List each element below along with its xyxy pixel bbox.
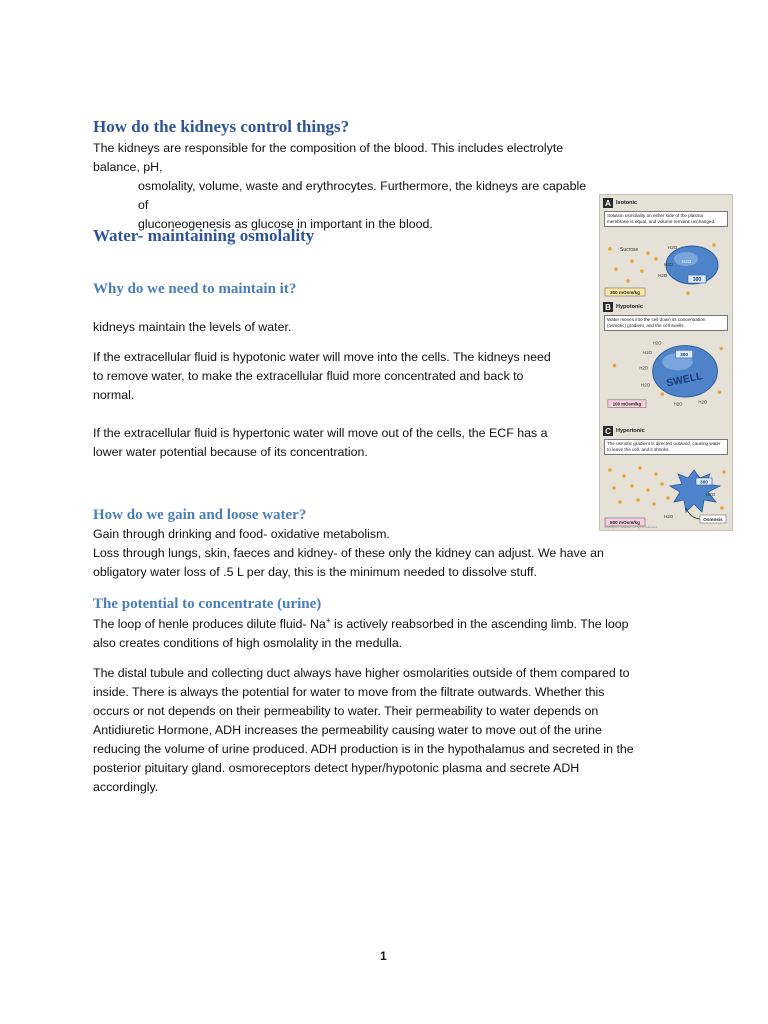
why-para-3-line-1: If the extracellular fluid is hypertonic water will move out of the cells, the ECF has a xyxy=(93,426,548,440)
kidneys-line-2: osmolality, volume, waste and erythrocytes. Furthermore, the kidneys are capable of xyxy=(138,179,587,212)
solute-dot xyxy=(646,251,650,255)
potential-para-1 xyxy=(93,615,683,653)
panel-a-badge: A xyxy=(603,198,613,208)
h2o-label: H2O xyxy=(682,259,692,264)
h2o-label: H2O xyxy=(641,382,651,388)
potential-para-2 xyxy=(93,664,683,797)
heading-water-osmolality: Water- maintaining osmolality xyxy=(93,226,315,245)
gain-line-2: Loss through lungs, skin, faeces and kidney- of these only the kidney can adjust. We have an xyxy=(93,546,604,560)
solute-dot xyxy=(686,291,690,295)
h2o-label: H2O xyxy=(639,365,649,371)
gain-line-3: obligatory water loss of .5 L per day, this is the minimum needed to dissolve stuff. xyxy=(93,565,537,579)
why-para-3 xyxy=(93,424,588,462)
panel-a-title: Isotonic xyxy=(616,200,638,206)
cell-value-label: 300 xyxy=(692,277,702,283)
panel-a-caption: Solution osmolality on either side of the plasma membrane is equal, and volume remains unchanged. xyxy=(604,211,728,227)
sucrose-label: Sucrose xyxy=(620,247,639,253)
h2o-label: H2O xyxy=(706,492,716,497)
panel-b-title: Hypotonic xyxy=(616,304,643,310)
solute-dot xyxy=(640,269,644,273)
h2o-label: H2O xyxy=(643,350,652,356)
heading-gain-loose-water: How do we gain and loose water? xyxy=(93,507,307,523)
solute-dot xyxy=(720,347,723,350)
solute-dot xyxy=(718,391,721,394)
solute-dot xyxy=(618,500,622,504)
solute-dot xyxy=(720,506,724,510)
why-para-2-line-1: If the extracellular fluid is hypotonic water will move into the cells. The kidneys need xyxy=(93,350,551,364)
osmosis-figure xyxy=(599,194,733,531)
solute-dot xyxy=(608,247,612,251)
solute-dot xyxy=(626,279,630,283)
sodium-superscript: + xyxy=(325,615,331,625)
gain-paragraph xyxy=(93,525,673,582)
solute-dot xyxy=(636,498,640,502)
why-para-2-line-3: normal. xyxy=(93,388,135,402)
solute-dot xyxy=(666,496,670,500)
kidneys-line-1: The kidneys are responsible for the composition of the blood. This includes electrolyte balance, pH, xyxy=(93,141,564,174)
why-para-2 xyxy=(93,348,588,405)
cell-value-label: 300 xyxy=(680,353,689,359)
osmosis-label: Osmosis xyxy=(703,517,723,522)
solute-dot xyxy=(630,259,634,263)
solute-dot xyxy=(660,482,664,486)
figure-credit: Copyright © Elsevier. All rights reserved. xyxy=(604,525,658,529)
panel-b-scene xyxy=(602,337,730,417)
why-para-3-line-2: lower water potential because of its concentration. xyxy=(93,445,368,459)
solute-dot xyxy=(722,470,726,474)
potential-para-2-line: occurs or not depends on their permeability to water. Their permeability to water depends on xyxy=(93,704,599,718)
shrunken-cell xyxy=(670,470,720,512)
panel-b-badge: B xyxy=(603,302,613,312)
panel-b-header xyxy=(603,302,643,312)
panel-b-caption: Water moves into the cell down its concentration (osmotic) gradient, and the cell swells. xyxy=(604,315,728,331)
swell-label: SWELL xyxy=(665,371,704,390)
solute-dot xyxy=(630,484,634,488)
kidneys-line-3: gluconeogenesis as glucose in important in the blood. xyxy=(138,217,433,231)
solute-dot xyxy=(614,267,618,271)
why-para-2-line-2: to remove water, to make the extracellular fluid more concentrated and back to xyxy=(93,369,524,383)
solute-dot xyxy=(654,257,658,261)
h2o-label: H2O xyxy=(658,273,668,278)
panel-c-title: Hypertonic xyxy=(616,428,645,434)
page-number: 1 xyxy=(380,949,387,963)
panel-a-scene xyxy=(602,233,730,313)
potential-para-1-line-2: also creates conditions of high osmolality in the medulla. xyxy=(93,636,403,650)
solute-dot xyxy=(712,243,716,247)
h2o-label: H2O xyxy=(668,245,678,250)
potential-para-2-line: inside. There is always the potential for water to move from the filtrate outwards. Whether this xyxy=(93,685,605,699)
h2o-label: H2O xyxy=(698,399,708,405)
solute-dot xyxy=(608,468,612,472)
potential-para-2-line: accordingly. xyxy=(93,780,159,794)
osm-label: 300 mOsm/kg xyxy=(610,290,640,295)
osm-label: 100 mOsm/kg xyxy=(612,401,642,407)
potential-para-2-line: reducing the volume of urine produced. ADH production is in the hypothalamus and secreted in the xyxy=(93,742,634,756)
panel-a-header xyxy=(603,198,637,208)
heading-potential-concentrate: The potential to concentrate (urine) xyxy=(93,596,322,612)
solute-dot xyxy=(638,466,642,470)
solute-dot xyxy=(612,486,616,490)
solute-dot xyxy=(652,502,656,506)
potential-para-1-line-1 xyxy=(93,615,683,634)
potential-para-2-line: The distal tubule and collecting duct always have higher osmolarities outside of them compared to xyxy=(93,666,630,680)
kidneys-paragraph xyxy=(93,139,593,234)
solute-dot xyxy=(660,392,663,395)
heading-why-maintain: Why do we need to maintain it? xyxy=(93,281,297,297)
h2o-label: H2O xyxy=(664,262,674,267)
solute-dot xyxy=(622,474,626,478)
solute-dot xyxy=(654,472,658,476)
potential-para-2-line: Antidiuretic Hormone, ADH increases the permeability causing water to move out of the urine xyxy=(93,723,602,737)
h2o-label: H2O xyxy=(652,340,662,346)
cell-value-label: 300 xyxy=(700,479,708,485)
why-para-1: kidneys maintain the levels of water. xyxy=(93,320,292,334)
h2o-label: H2O xyxy=(673,401,683,407)
solute-dot xyxy=(646,488,650,492)
potential-para-2-line: posterior pituitary gland. osmoreceptors detect hyper/hypotonic plasma and secrete ADH xyxy=(93,761,580,775)
osm-label: 500 mOsm/kg xyxy=(610,520,640,525)
h2o-label: H2O xyxy=(664,514,674,519)
potential-text-a: The loop of henle produces dilute fluid- Na xyxy=(93,617,326,631)
panel-c-badge: C xyxy=(603,426,613,436)
panel-c-caption: The osmotic gradient is directed outward, causing water to leave the cell, and it shrinks. xyxy=(604,439,728,455)
gain-line-1: Gain through drinking and food- oxidative metabolism. xyxy=(93,527,390,541)
potential-text-b: is actively reabsorbed in the ascending limb. The loop xyxy=(330,617,629,631)
panel-c-header xyxy=(603,426,645,436)
heading-kidneys: How do the kidneys control things? xyxy=(93,117,350,136)
solute-dot xyxy=(613,364,616,367)
